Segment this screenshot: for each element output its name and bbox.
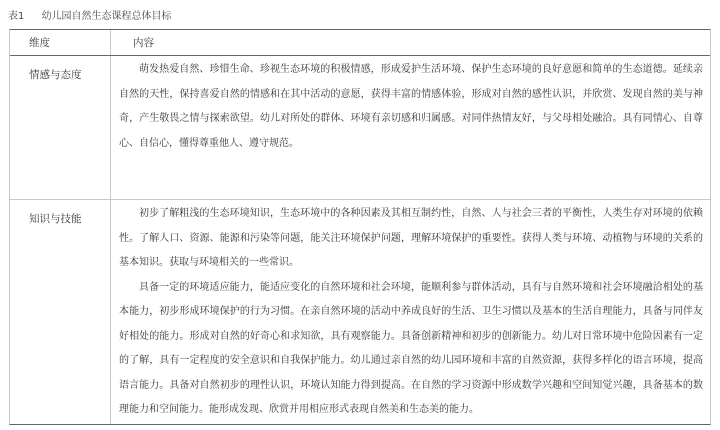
row-content	[111, 200, 710, 424]
table-header-row	[10, 30, 710, 56]
row-dimension: 情感与态度	[10, 56, 111, 199]
content-paragraph: 初步了解粗浅的生态环境知识，生态环境中的各种因素及其相互制约性，自然、人与社会三者的平衡性，人类生存对环境的依赖性。了解人口、资源、能源和污染等问题，能关注环境保护问题，理解环境保护的重要性。获得人类与环境、动植物与环境的关系的基本知识。获取与环境相关的一些常识。	[119, 208, 703, 268]
content-paragraph: 具备一定的环境适应能力，能适应变化的自然环境和社会环境，能顺利参与群体活动，具有与自然环境和社会环境融洽相处的基本能力，初步形成环境保护的行为习惯。在亲自然环境的活动中养成良好的生活、卫生习惯以及基本的生活自理能力，具备与同伴友好相处的能力。形成对自然的好奇心和求知欲，具有观察能力。具备创新精神和初步的创新能力。幼儿对日常环境中危险因素有一定的了解，具有一定程度的安全意识和自我保护能力。幼儿通过亲自然的幼儿园环境和丰富的自然资源，获得多样化的语言环境，提高语言能力。具备对自然初步的理性认识，环境认知能力得到提高。在自然的学习资源中形成数学兴趣和空间知觉兴趣，具备基本的数理能力和空间能力。能形成发现、欣赏并用相应形式表现自然美和生态美的能力。	[119, 281, 703, 415]
row-content	[111, 56, 710, 199]
table-row	[10, 200, 710, 424]
row-dimension: 知识与技能	[10, 200, 111, 424]
table-caption	[8, 7, 172, 22]
header-dimension: 维度	[10, 30, 111, 55]
content-paragraph: 萌发热爱自然、珍惜生命、珍视生态环境的积极情感，形成爱护生活环境、保护生态环境的良好意愿和简单的生态道德。延续亲自然的天性，保持喜爱自然的情感和在其中活动的意愿，获得丰富的情感体验，形成对自然的感性认识，并欣赏、发现自然的美与神奇，产生敬畏之情与探索欲望。幼儿对所处的群体、环境有亲切感和归属感。对同伴热情友好，与父母相处融洽。具有同情心、自尊心、自信心，懂得尊重他人、遵守规范。	[119, 64, 703, 149]
table-number: 表1	[8, 11, 25, 22]
table-title: 幼儿园自然生态课程总体目标	[41, 11, 172, 22]
header-content: 内容	[133, 37, 154, 49]
table-row	[10, 56, 710, 200]
goals-table	[9, 29, 711, 425]
